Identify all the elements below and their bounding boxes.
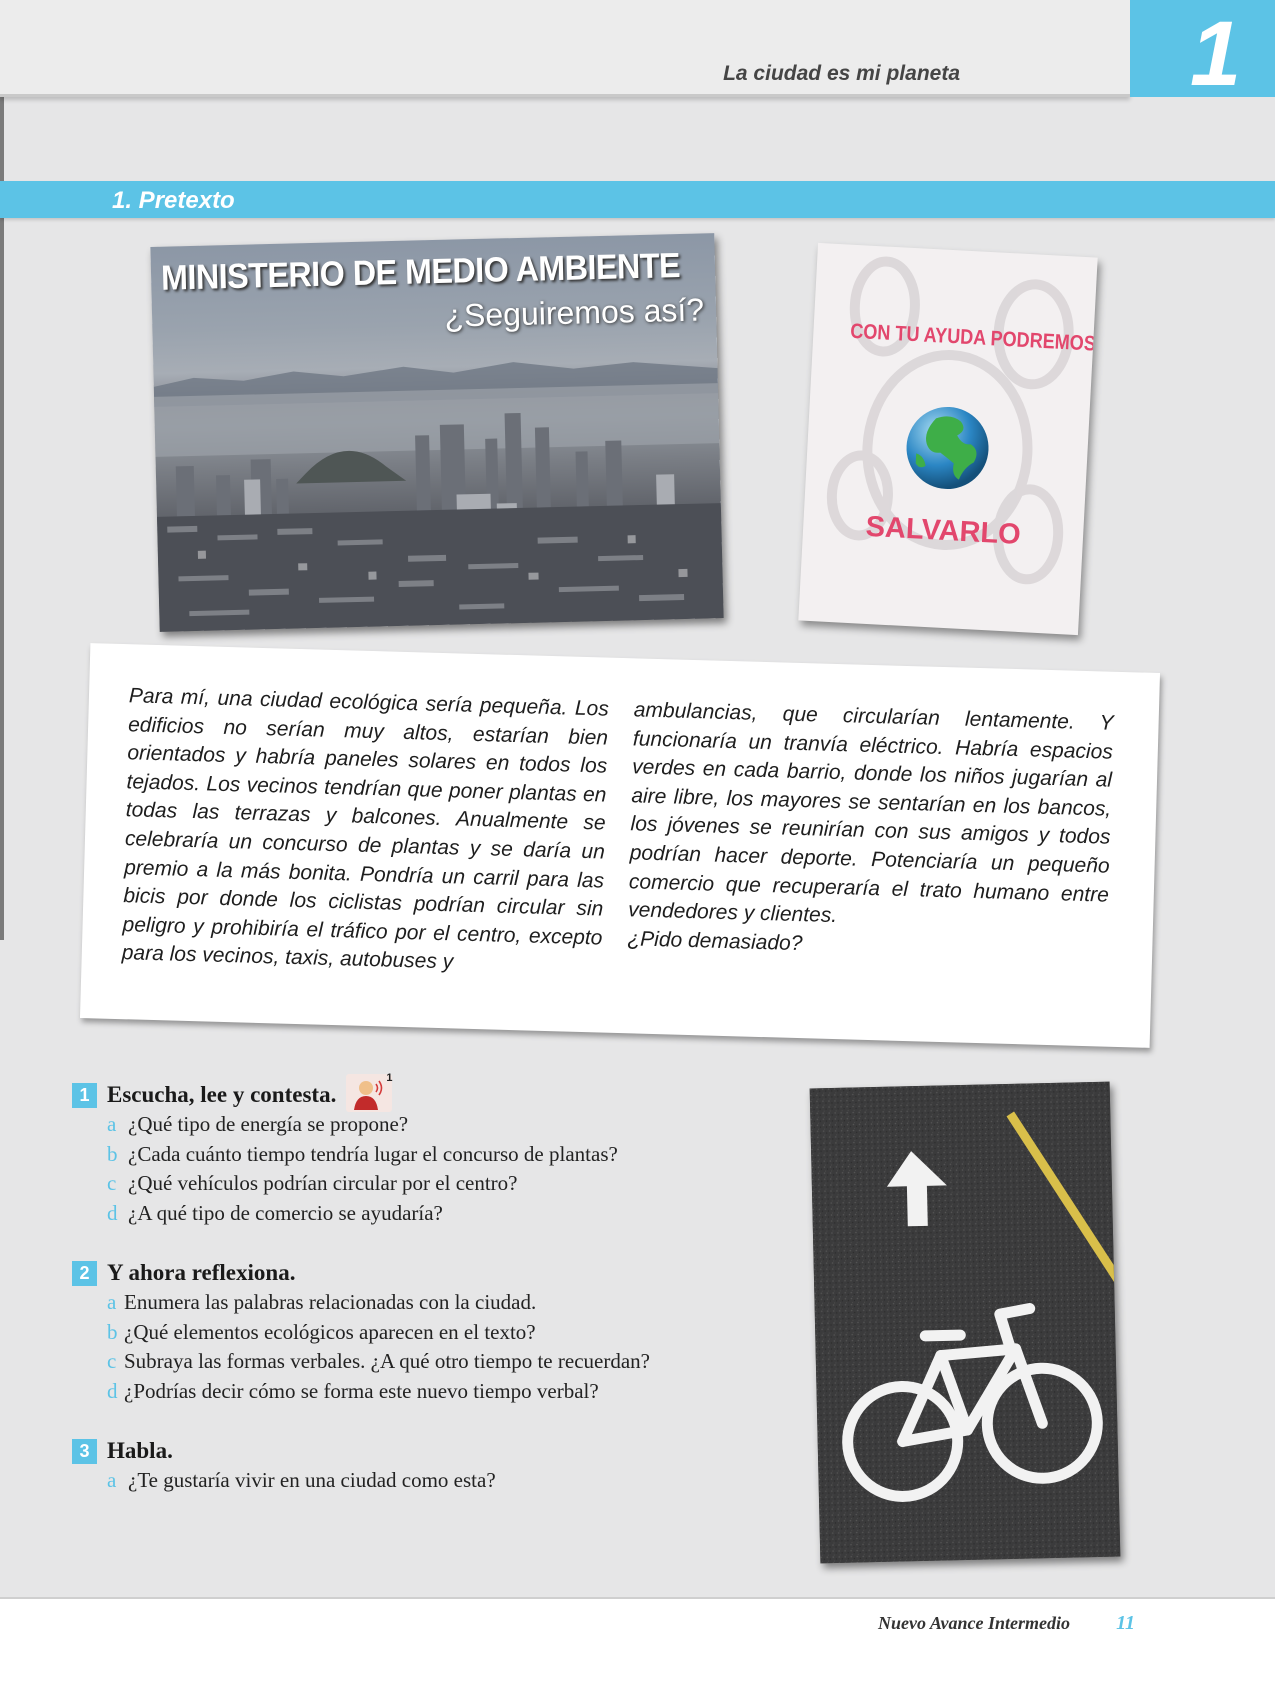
item-letter: a bbox=[107, 1290, 117, 1314]
exercise-1 bbox=[72, 1072, 792, 1228]
item-text: Enumera las palabras relacionadas con la ciudad. bbox=[124, 1290, 537, 1314]
reading-text-card bbox=[80, 643, 1160, 1048]
header-band bbox=[0, 0, 1130, 97]
exercise-2 bbox=[72, 1258, 792, 1406]
exercise-number: 1 bbox=[72, 1083, 97, 1108]
earth-poster-photo bbox=[798, 243, 1097, 635]
exercise-item bbox=[107, 1199, 792, 1229]
item-text: ¿Qué elementos ecológicos aparecen en el texto? bbox=[124, 1319, 536, 1344]
exercises bbox=[72, 1072, 792, 1526]
reading-right-paragraph: ambulancias, que circularían lentamente. Y funcionaría un tranvía eléctrico. Habría espacios verdes en cada barrio, donde los niños jugarían al aire libre, los mayores se sentarían en los bancos, los jóvenes se reunirían con sus amigos y todos podrían hacer deporte. Potenciaría un pequeño comercio que recuperaría el trato humano entre vendedores y clientes. bbox=[627, 698, 1114, 928]
exercise-item bbox=[107, 1347, 792, 1377]
exercise-item bbox=[107, 1110, 792, 1140]
poster-bottom-text: SALVARLO bbox=[864, 510, 1022, 551]
exercise-item bbox=[107, 1140, 792, 1170]
item-text: ¿Cada cuánto tiempo tendría lugar el concurso de plantas? bbox=[128, 1141, 618, 1166]
exercise-number: 2 bbox=[72, 1261, 97, 1286]
exercise-title: Habla. bbox=[107, 1438, 173, 1463]
city-smog-photo bbox=[150, 233, 723, 632]
item-text: Subraya las formas verbales. ¿A qué otro tiempo te recuerdan? bbox=[124, 1349, 650, 1373]
item-text: ¿Podrías decir cómo se forma este nuevo tiempo verbal? bbox=[124, 1378, 599, 1403]
item-letter: a bbox=[107, 1112, 117, 1136]
exercise-item bbox=[107, 1169, 792, 1199]
item-letter: d bbox=[107, 1378, 118, 1403]
reading-closing-question: ¿Pido demasiado? bbox=[627, 926, 803, 955]
item-text: ¿Qué tipo de energía se propone? bbox=[128, 1112, 409, 1136]
item-letter: d bbox=[107, 1200, 118, 1225]
bike-lane-photo bbox=[810, 1082, 1121, 1564]
item-letter: a bbox=[107, 1468, 117, 1492]
item-text: ¿A qué tipo de comercio se ayudaría? bbox=[128, 1200, 443, 1225]
poster-question: ¿Seguiremos así? bbox=[444, 291, 705, 334]
section-bar bbox=[0, 181, 1275, 218]
book-title: Nuevo Avance Intermedio bbox=[878, 1613, 1070, 1633]
chapter-title: La ciudad es mi planeta bbox=[723, 62, 960, 85]
exercise-item bbox=[107, 1318, 792, 1348]
exercise-item bbox=[107, 1466, 792, 1496]
section-title: 1. Pretexto bbox=[112, 187, 235, 214]
item-text: ¿Te gustaría vivir en una ciudad como esta? bbox=[128, 1468, 496, 1492]
audio-track-icon[interactable] bbox=[346, 1074, 392, 1112]
item-letter: c bbox=[107, 1349, 117, 1373]
reading-right-column bbox=[627, 696, 1114, 967]
poster-headline: MINISTERIO DE MEDIO AMBIENTE bbox=[160, 246, 681, 298]
exercise-item bbox=[107, 1288, 792, 1318]
item-text: ¿Qué vehículos podrían circular por el centro? bbox=[128, 1171, 518, 1195]
reading-left-column: Para mí, una ciudad ecológica sería pequeña. Los edificios no serían muy altos, estarían bien orientados y habría paneles solares en todos los tejados. Los vecinos tendrían que poner plantas en todas las terrazas y balcones. Anualmente se celebraría un concurso de plantas y se daría un premio a la más bonita. Pondría un carril para las bicis por donde los ciclistas podrían circular sin peligro y prohibiría el tráfico por el centro, excepto para los vecinos, taxis, autobuses y bbox=[121, 684, 610, 974]
exercise-title: Y ahora reflexiona. bbox=[107, 1260, 296, 1285]
audio-track-number: 1 bbox=[386, 1072, 393, 1084]
item-letter: b bbox=[107, 1141, 118, 1166]
exercise-title: Escucha, lee y contesta. bbox=[107, 1082, 337, 1107]
poster-top-text: CON TU AYUDA PODREMOS bbox=[849, 319, 1097, 356]
earth-globe-icon bbox=[902, 403, 992, 493]
exercise-number: 3 bbox=[72, 1439, 97, 1464]
item-letter: c bbox=[107, 1171, 117, 1195]
bike-lane-illustration bbox=[810, 1082, 1121, 1564]
page-number: 11 bbox=[1116, 1612, 1135, 1634]
page-edge-shadow bbox=[0, 0, 4, 940]
item-letter: b bbox=[107, 1319, 118, 1344]
page-footer bbox=[0, 1597, 1275, 1688]
exercise-3 bbox=[72, 1436, 792, 1496]
unit-number: 1 bbox=[1190, 3, 1242, 105]
exercise-item bbox=[107, 1377, 792, 1407]
